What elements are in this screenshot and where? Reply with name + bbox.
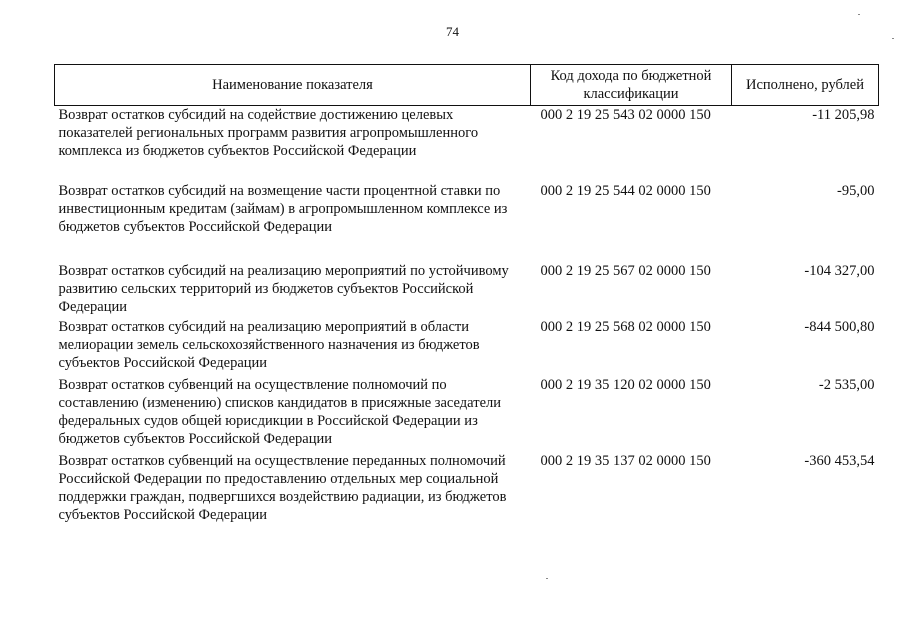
indicator-name: Возврат остатков субсидий на возмещение части процентной ставки по инвестиционным кредитам (займам) в агропромышленном комплексе из бюджетов субъектов Российской Федерации (58, 183, 508, 235)
indicator-name: Возврат остатков субсидий на содействие достижению целевых показателей региональных программ развития агропромышленного комплекса из бюджетов субъектов Российской Федерации (58, 107, 479, 159)
header-executed-amount: Исполнено, рублей (732, 65, 879, 106)
revenue-code: 000 2 19 35 137 02 0000 150 (540, 453, 711, 469)
table-row (55, 376, 879, 452)
table-row (55, 182, 879, 262)
page-number: 74 (446, 24, 459, 39)
table-row (55, 262, 879, 318)
revenue-code: 000 2 19 25 567 02 0000 150 (540, 263, 711, 279)
table-row (55, 452, 879, 528)
revenue-code: 000 2 19 25 543 02 0000 150 (540, 107, 711, 123)
indicator-name: Возврат остатков субсидий на реализацию мероприятий в области мелиорации земель сельскохозяйственного назначения из бюджетов субъектов Российской Федерации (58, 319, 480, 371)
indicator-name: Возврат остатков субвенций на осуществление полномочий по составлению (изменению) списков кандидатов в присяжные заседатели федеральных судов общей юрисдикции в Российской Федерации из бюджетов субъектов Российской Федерации (58, 377, 501, 447)
scan-speck (546, 578, 548, 579)
header-revenue-code: Код дохода по бюджетной классификации (531, 65, 732, 106)
revenue-code: 000 2 19 25 568 02 0000 150 (540, 319, 711, 335)
executed-amount: -844 500,80 (804, 319, 875, 335)
executed-amount: -11 205,98 (812, 107, 875, 123)
scan-speck (892, 38, 894, 39)
table-header-row (55, 65, 879, 106)
table-row (55, 318, 879, 376)
revenue-code: 000 2 19 35 120 02 0000 150 (540, 377, 711, 393)
revenue-code: 000 2 19 25 544 02 0000 150 (540, 183, 711, 199)
header-indicator-name: Наименование показателя (55, 65, 531, 106)
executed-amount: -360 453,54 (804, 453, 875, 469)
executed-amount: -95,00 (837, 183, 875, 199)
scan-speck (858, 14, 860, 15)
budget-revenue-table (54, 64, 879, 528)
executed-amount: -104 327,00 (804, 263, 875, 279)
indicator-name: Возврат остатков субвенций на осуществление переданных полномочий Российской Федерации по предоставлению отдельных мер социальной поддержки граждан, подвергшихся воздействию радиации, из бюджетов субъектов Российской Федерации (58, 453, 507, 523)
executed-amount: -2 535,00 (818, 377, 875, 393)
indicator-name: Возврат остатков субсидий на реализацию мероприятий по устойчивому развитию сельских территорий из бюджетов субъектов Российской Федерации (58, 263, 509, 315)
table-row (55, 106, 879, 183)
